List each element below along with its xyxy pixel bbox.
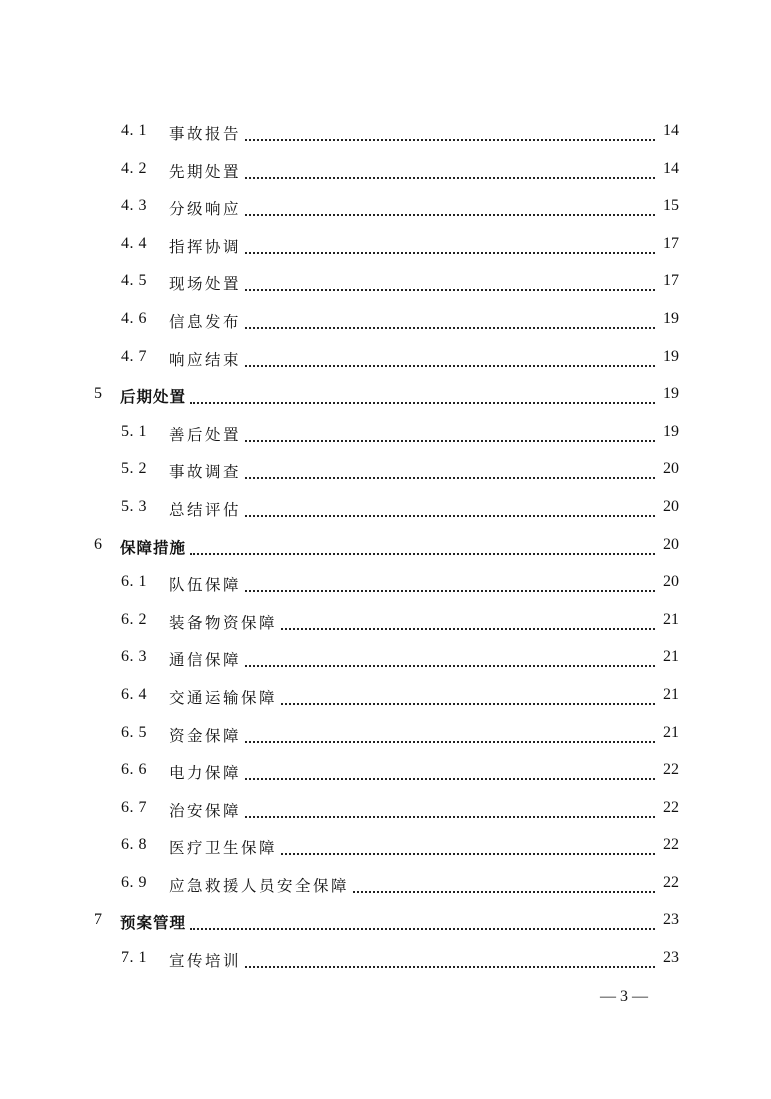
toc-entry-page: 23 (663, 949, 679, 967)
toc-entry-number: 7. 1 (121, 949, 147, 967)
toc-entry-number: 6. 7 (121, 798, 147, 816)
toc-entry-number: 6 (94, 535, 103, 553)
toc-entry-number: 6. 4 (121, 685, 147, 703)
toc-entry-number: 5. 2 (121, 460, 147, 478)
toc-subsection-entry[interactable] (0, 791, 771, 829)
toc-entry-page: 22 (663, 798, 679, 816)
toc-entry-number: 4. 3 (121, 197, 147, 215)
dot-leader (245, 289, 655, 291)
dot-leader (245, 327, 655, 329)
toc-subsection-entry[interactable] (0, 716, 771, 754)
toc-subsection-entry[interactable] (0, 565, 771, 603)
toc-entry-page: 20 (663, 460, 679, 478)
toc-entry-page: 21 (663, 610, 679, 628)
dot-leader (190, 928, 655, 930)
toc-entry-page: 19 (663, 309, 679, 327)
dot-leader (245, 741, 655, 743)
toc-section-entry[interactable] (0, 903, 771, 941)
toc-entry-number: 4. 2 (121, 159, 147, 177)
dot-leader (245, 816, 655, 818)
dot-leader (245, 252, 655, 254)
dot-leader (245, 214, 655, 216)
toc-entry-title: 通信保障 (169, 651, 242, 670)
toc-subsection-entry[interactable] (0, 603, 771, 641)
dot-leader (190, 402, 655, 404)
toc-entry-number: 5. 1 (121, 422, 147, 440)
toc-entry-title: 预案管理 (120, 914, 187, 933)
toc-subsection-entry[interactable] (0, 264, 771, 302)
toc-entry-number: 5. 3 (121, 497, 147, 515)
toc-entry-title: 先期处置 (169, 162, 242, 181)
toc-subsection-entry[interactable] (0, 227, 771, 265)
toc-entry-title: 事故调查 (169, 463, 242, 482)
toc-entry-title: 治安保障 (169, 801, 242, 820)
toc-entry-page: 22 (663, 836, 679, 854)
toc-entry-page: 22 (663, 873, 679, 891)
dot-leader (245, 177, 655, 179)
toc-entry-page: 17 (663, 234, 679, 252)
toc-entry-page: 17 (663, 272, 679, 290)
toc-entry-page: 21 (663, 648, 679, 666)
toc-subsection-entry[interactable] (0, 678, 771, 716)
toc-entry-number: 6. 5 (121, 723, 147, 741)
dot-leader (245, 590, 655, 592)
toc-entry-title: 后期处置 (120, 388, 187, 407)
toc-entry-number: 4. 7 (121, 347, 147, 365)
toc-entry-number: 4. 1 (121, 122, 147, 139)
toc-subsection-entry[interactable] (0, 340, 771, 378)
toc-entry-page: 19 (663, 347, 679, 365)
toc-entry-title: 指挥协调 (169, 237, 242, 256)
toc-entry-title: 应急救援人员安全保障 (169, 876, 350, 895)
toc-entry-number: 4. 6 (121, 309, 147, 327)
toc-entry-page: 14 (663, 122, 679, 139)
toc-entry-page: 22 (663, 761, 679, 779)
toc-entry-title: 保障措施 (120, 538, 187, 557)
toc-subsection-entry[interactable] (0, 114, 771, 152)
toc-entry-number: 6. 9 (121, 873, 147, 891)
dot-leader (245, 440, 655, 442)
toc-entry-page: 19 (663, 385, 679, 403)
toc-entry-page: 20 (663, 497, 679, 515)
toc-entry-title: 医疗卫生保障 (169, 839, 278, 858)
toc-entry-title: 队伍保障 (169, 576, 242, 595)
toc-entry-number: 6. 8 (121, 836, 147, 854)
toc-entry-number: 6. 1 (121, 573, 147, 591)
dot-leader (190, 553, 655, 555)
toc-entry-title: 电力保障 (169, 764, 242, 783)
toc-entry-number: 7 (94, 911, 103, 929)
table-of-contents (0, 114, 771, 979)
dot-leader (245, 778, 655, 780)
toc-subsection-entry[interactable] (0, 189, 771, 227)
toc-section-entry[interactable] (0, 377, 771, 415)
toc-subsection-entry[interactable] (0, 452, 771, 490)
toc-subsection-entry[interactable] (0, 866, 771, 904)
toc-subsection-entry[interactable] (0, 941, 771, 979)
dot-leader (245, 477, 655, 479)
toc-entry-title: 装备物资保障 (169, 613, 278, 632)
toc-subsection-entry[interactable] (0, 415, 771, 453)
toc-entry-page: 20 (663, 535, 679, 553)
toc-entry-title: 资金保障 (169, 726, 242, 745)
toc-subsection-entry[interactable] (0, 640, 771, 678)
toc-entry-title: 分级响应 (169, 200, 242, 219)
toc-entry-number: 4. 4 (121, 234, 147, 252)
page-number: — 3 — (600, 988, 648, 1005)
dot-leader (245, 139, 655, 141)
toc-entry-number: 6. 3 (121, 648, 147, 666)
dot-leader (281, 853, 655, 855)
dot-leader (245, 966, 655, 968)
toc-entry-title: 总结评估 (169, 500, 242, 519)
toc-subsection-entry[interactable] (0, 828, 771, 866)
dot-leader (353, 891, 655, 893)
toc-entry-page: 20 (663, 573, 679, 591)
toc-entry-title: 事故报告 (169, 125, 242, 143)
toc-entry-title: 现场处置 (169, 275, 242, 294)
toc-entry-page: 23 (663, 911, 679, 929)
toc-entry-page: 21 (663, 685, 679, 703)
toc-entry-page: 14 (663, 159, 679, 177)
toc-section-entry[interactable] (0, 528, 771, 566)
dot-leader (245, 515, 655, 517)
toc-subsection-entry[interactable] (0, 490, 771, 528)
toc-entry-title: 交通运输保障 (169, 688, 278, 707)
toc-subsection-entry[interactable] (0, 753, 771, 791)
toc-entry-page: 21 (663, 723, 679, 741)
toc-subsection-entry[interactable] (0, 152, 771, 190)
dot-leader (281, 703, 655, 705)
toc-entry-page: 15 (663, 197, 679, 215)
dot-leader (245, 365, 655, 367)
toc-subsection-entry[interactable] (0, 302, 771, 340)
toc-entry-number: 4. 5 (121, 272, 147, 290)
toc-entry-title: 善后处置 (169, 425, 242, 444)
dot-leader (245, 665, 655, 667)
toc-entry-title: 响应结束 (169, 350, 242, 369)
toc-entry-number: 6. 2 (121, 610, 147, 628)
toc-entry-title: 宣传培训 (169, 952, 242, 971)
toc-entry-title: 信息发布 (169, 312, 242, 331)
toc-entry-page: 19 (663, 422, 679, 440)
dot-leader (281, 628, 655, 630)
toc-entry-number: 5 (94, 385, 103, 403)
toc-entry-number: 6. 6 (121, 761, 147, 779)
